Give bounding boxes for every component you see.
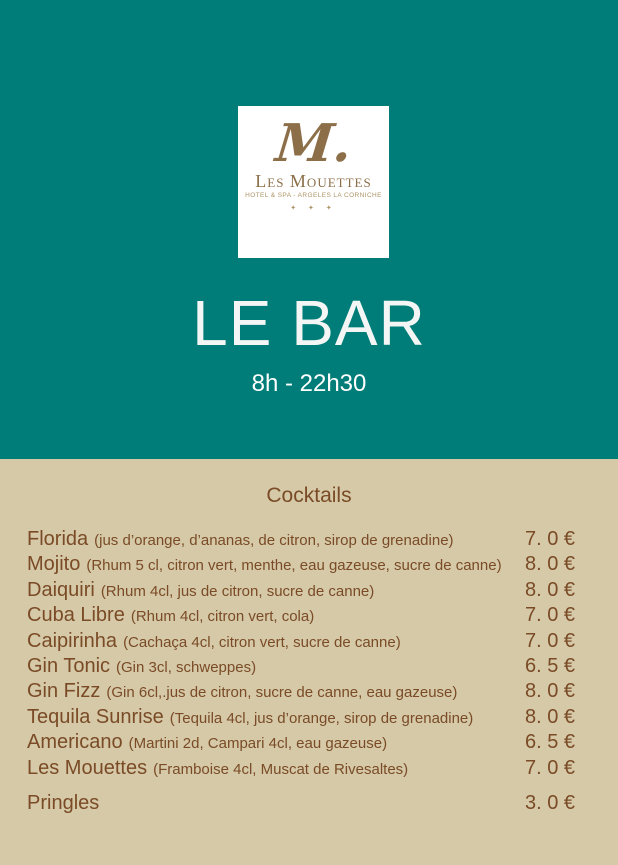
menu-item-row xyxy=(27,731,575,756)
item-name: Gin Fizz xyxy=(27,680,101,703)
menu-item-row xyxy=(27,792,575,817)
menu-item-row xyxy=(27,579,575,604)
hotel-tagline: HOTEL & SPA - ARGELES LA CORNICHE xyxy=(245,192,382,199)
item-price: 8. 0 € xyxy=(524,680,575,703)
menu-item-row xyxy=(27,655,575,680)
item-name: Tequila Sunrise xyxy=(27,705,164,728)
item-description: (Rhum 4cl, jus de citron, sucre de canne) xyxy=(100,582,375,600)
item-description: (Framboise 4cl, Muscat de Rivesaltes) xyxy=(153,760,409,778)
menu-item-row xyxy=(27,757,575,782)
hotel-name: Les Mouettes xyxy=(255,171,372,191)
item-name: Americano xyxy=(27,731,123,754)
menu-section xyxy=(0,459,618,865)
item-description: (Rhum 4cl, citron vert, cola) xyxy=(130,608,315,626)
item-name: Pringles xyxy=(27,791,100,814)
item-price: 8. 0 € xyxy=(524,578,575,601)
item-price: 6. 5 € xyxy=(524,731,575,754)
item-name: Gin Tonic xyxy=(27,654,111,677)
item-price: 3. 0 € xyxy=(524,791,575,814)
menu-item-row xyxy=(27,630,575,655)
item-description: (Cachaça 4cl, citron vert, sucre de canne) xyxy=(123,633,401,651)
item-description: (Martini 2d, Campari 4cl, eau gazeuse) xyxy=(128,735,388,753)
item-price: 8. 0 € xyxy=(524,705,575,728)
menu-item-row xyxy=(27,680,575,705)
menu-list xyxy=(27,528,575,817)
item-description: (Tequila 4cl, jus d’orange, sirop de grenadine) xyxy=(169,709,474,727)
item-name: Cuba Libre xyxy=(27,604,125,627)
menu-item-row xyxy=(27,528,575,553)
page-title: LE BAR xyxy=(192,287,426,359)
item-price: 8. 0 € xyxy=(524,553,575,576)
menu-item-row xyxy=(27,706,575,731)
item-name: Les Mouettes xyxy=(27,756,148,779)
item-price: 7. 0 € xyxy=(524,604,575,627)
hotel-logo xyxy=(238,106,389,258)
item-price: 7. 0 € xyxy=(524,528,575,550)
logo-monogram-icon: M. xyxy=(272,113,355,174)
item-description: (Gin 3cl, schweppes) xyxy=(116,658,257,676)
item-description: (Rhum 5 cl, citron vert, menthe, eau gazeuse, sucre de canne) xyxy=(86,557,502,575)
menu-item-row xyxy=(27,553,575,578)
menu-item-row xyxy=(27,604,575,629)
item-name: Caipirinha xyxy=(27,629,118,652)
item-name: Florida xyxy=(27,528,89,550)
opening-hours: 8h - 22h30 xyxy=(251,370,367,397)
item-description: (Gin 6cl,.jus de citron, sucre de canne, eau gazeuse) xyxy=(106,684,458,702)
item-price: 7. 0 € xyxy=(524,756,575,779)
item-price: 6. 5 € xyxy=(524,654,575,677)
item-description: (jus d’orange, d’ananas, de citron, sirop de grenadine) xyxy=(94,532,454,549)
section-title: Cocktails xyxy=(266,484,352,507)
three-stars-icon: ✦ ✦ ✦ xyxy=(290,204,337,212)
item-price: 7. 0 € xyxy=(524,629,575,652)
item-name: Daiquiri xyxy=(27,578,95,601)
item-name: Mojito xyxy=(27,553,81,576)
